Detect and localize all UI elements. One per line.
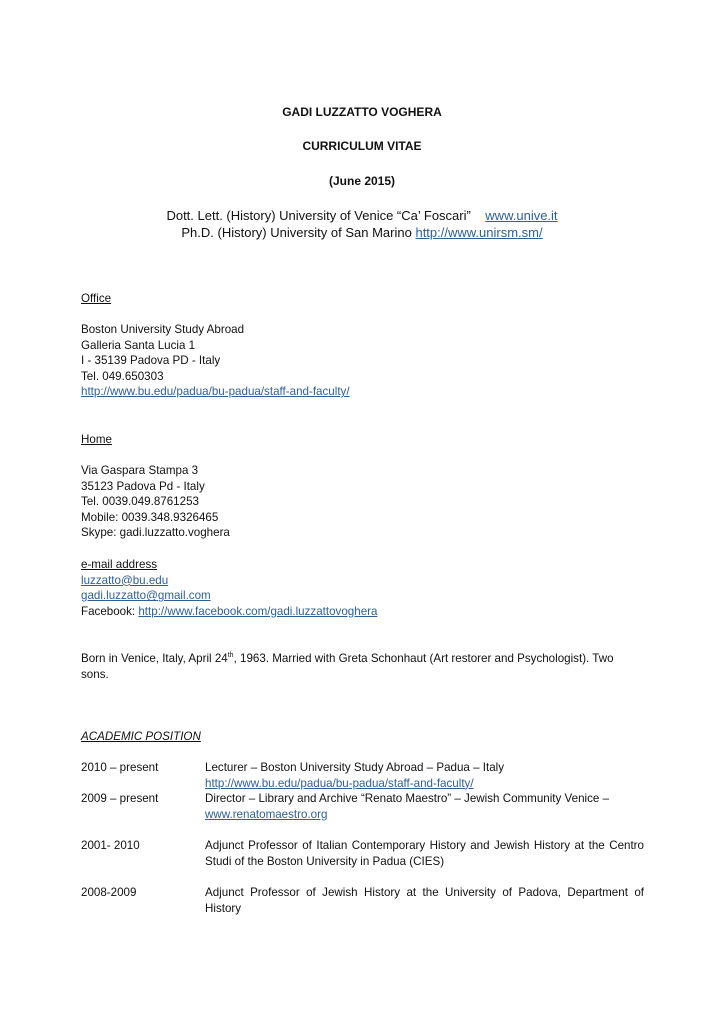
bio-text: , 1963. Married with Greta Schonhaut (Art restorer and Psychologist). Two xyxy=(233,652,614,665)
entry-years: 2010 – present xyxy=(81,761,159,774)
office-phone: Tel. 049.650303 xyxy=(81,369,164,383)
entry-description xyxy=(205,760,644,791)
office-line: I - 35139 Padova PD - Italy xyxy=(81,354,221,368)
home-line: Via Gaspara Stampa 3 xyxy=(81,464,199,477)
home-heading: Home xyxy=(81,433,112,446)
home-mobile: Mobile: 0039.348.9326465 xyxy=(81,510,219,524)
degree-line-2 xyxy=(0,224,724,241)
entry-description: Adjunct Professor of Jewish History at the University of Padova, Department of History xyxy=(205,886,644,915)
entry-link[interactable]: www.renatomaestro.org xyxy=(205,807,328,821)
degree-line-1 xyxy=(0,207,724,224)
bio-line-2: sons. xyxy=(81,667,109,681)
document-date: (June 2015) xyxy=(328,174,396,188)
home-address xyxy=(81,463,230,541)
entry-years: 2008-2009 xyxy=(81,886,137,899)
office-heading: Office xyxy=(81,292,112,305)
document-title: CURRICULUM VITAE xyxy=(302,139,422,153)
home-line: 35123 Padova Pd - Italy xyxy=(81,479,205,493)
facebook-label: Facebook: xyxy=(81,604,139,618)
home-skype: Skype: gadi.luzzatto.voghera xyxy=(81,526,230,540)
academic-heading: ACADEMIC POSITION xyxy=(81,730,201,743)
facebook-link[interactable]: http://www.facebook.com/gadi.luzzattovoghera xyxy=(138,604,378,618)
bio-superscript: th xyxy=(227,652,234,660)
facebook-line xyxy=(81,604,377,620)
unive-link[interactable]: www.unive.it xyxy=(485,208,558,223)
office-staff-link[interactable]: http://www.bu.edu/padua/bu-padua/staff-and-faculty/ xyxy=(81,385,350,399)
bio-text: Born in Venice, Italy, April 24 xyxy=(81,652,228,665)
unirsm-link[interactable]: http://www.unirsm.sm/ xyxy=(415,225,543,240)
entry-years: 2001- 2010 xyxy=(81,839,140,852)
entry-years: 2009 – present xyxy=(81,792,159,805)
bio-paragraph xyxy=(81,651,644,682)
entry-link[interactable]: http://www.bu.edu/padua/bu-padua/staff-and-faculty/ xyxy=(205,776,474,790)
cv-name: GADI LUZZATTO VOGHERA xyxy=(282,105,442,119)
email-heading: e-mail address xyxy=(81,558,158,571)
home-phone: Tel. 0039.049.8761253 xyxy=(81,495,199,509)
degree-1-text: Dott. Lett. (History) University of Venice “Ca’ Foscari” xyxy=(166,208,471,223)
entry-description: Adjunct Professor of Italian Contemporary History and Jewish History at the Centro Studi of the Boston University in Padua (CIES) xyxy=(205,839,644,868)
entry-text: Director – Library and Archive “Renato Maestro” – Jewish Community Venice – xyxy=(205,792,610,805)
bio-line-1 xyxy=(81,651,644,667)
degree-2-text: Ph.D. (History) University of San Marino xyxy=(181,225,416,240)
office-line: Galleria Santa Lucia 1 xyxy=(81,338,196,352)
entry-description xyxy=(205,791,644,822)
email-gmail-link[interactable]: gadi.luzzatto@gmail.com xyxy=(81,589,211,603)
email-section xyxy=(81,557,377,619)
office-address xyxy=(81,322,350,400)
email-bu-link[interactable]: luzzatto@bu.edu xyxy=(81,573,169,587)
entry-text: Lecturer – Boston University Study Abroad – Padua – Italy xyxy=(205,761,505,774)
office-line: Boston University Study Abroad xyxy=(81,323,245,336)
